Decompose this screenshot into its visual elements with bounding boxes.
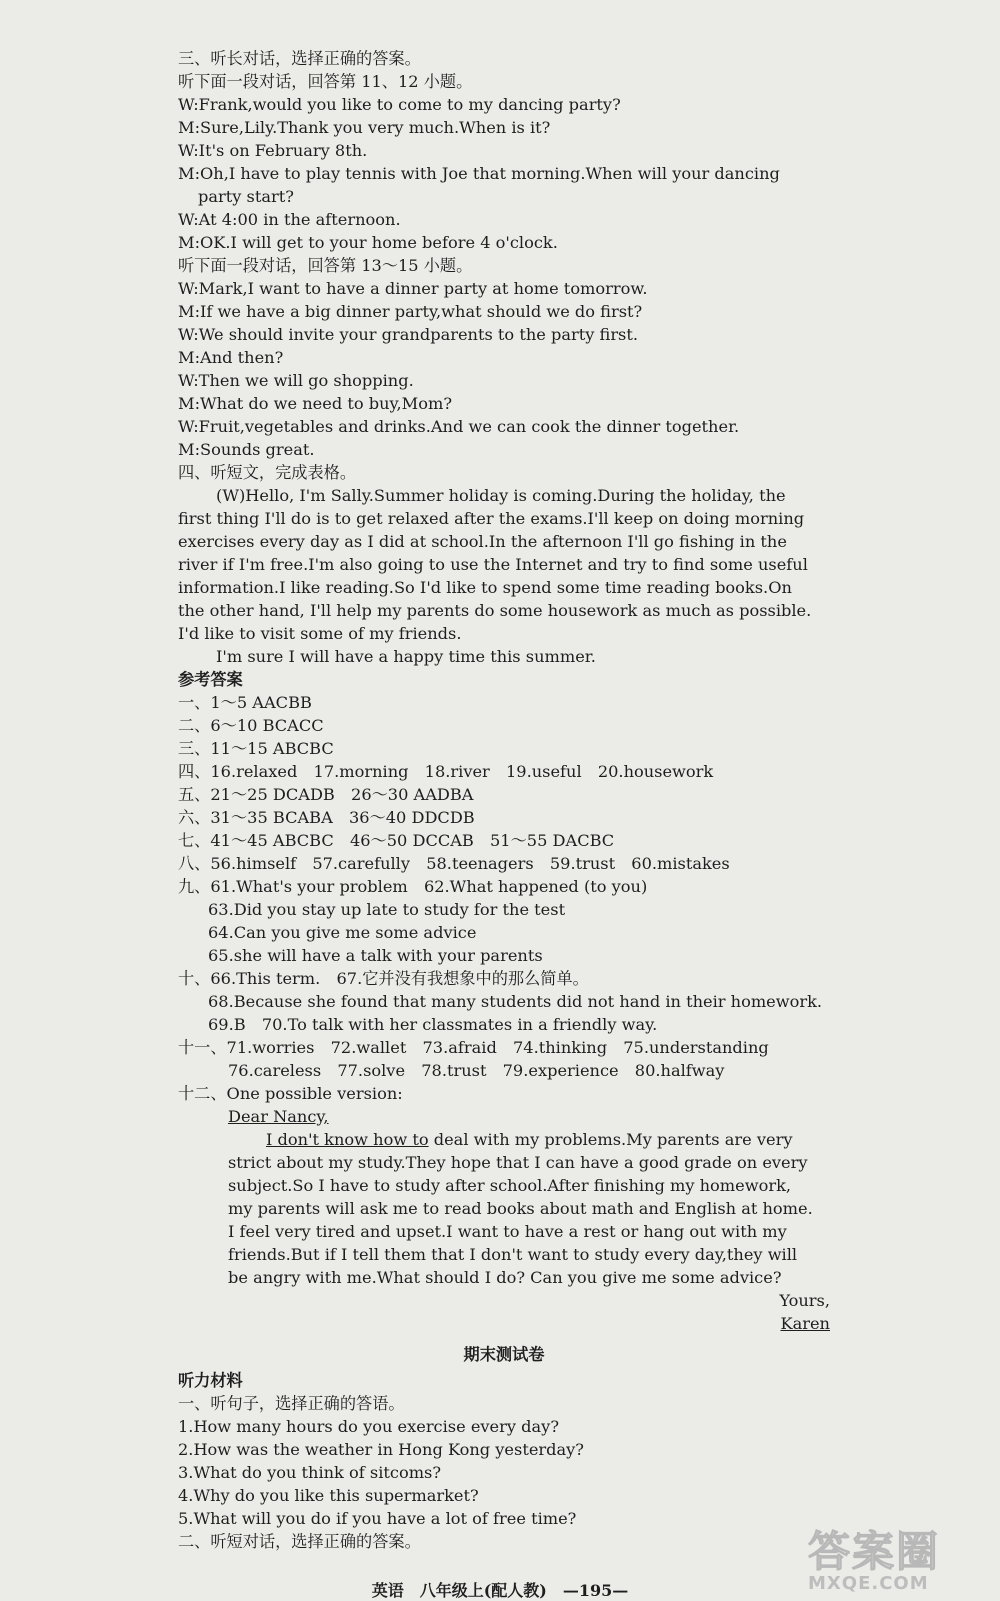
dialogue-line: M:Sure,Lily.Thank you very much.When is it? (178, 118, 551, 137)
exam-section: 听力材料 (178, 1371, 243, 1390)
exam-question: 5.What will you do if you have a lot of free time? (178, 1509, 577, 1528)
passage-line: I'm sure I will have a happy time this summer. (216, 647, 596, 666)
letter-closing: Yours, (779, 1291, 830, 1310)
answer-line: 三、11～15 ABCBC (178, 739, 334, 758)
letter-line: strict about my study.They hope that I can have a good grade on every (228, 1153, 808, 1172)
letter-greeting: Dear Nancy, (228, 1107, 329, 1126)
exam-question: 2.How was the weather in Hong Kong yesterday? (178, 1440, 584, 1459)
dialogue-line: party start? (198, 187, 294, 206)
section-heading: 三、听长对话，选择正确的答案。 (178, 49, 421, 68)
letter-first-line (266, 1129, 830, 1152)
answer-line: 65.she will have a talk with your parents (208, 946, 543, 965)
letter-underlined-phrase: I don't know how to (266, 1130, 429, 1149)
answers-title: 参考答案 (178, 670, 243, 689)
dialogue-line: M:Sounds great. (178, 440, 315, 459)
answer-line: 五、21～25 DCADB 26～30 AADBA (178, 785, 474, 804)
passage-line: exercises every day as I did at school.In the afternoon I'll go fishing in the (178, 532, 787, 551)
letter-line: I feel very tired and upset.I want to have a rest or hang out with my (228, 1222, 787, 1241)
dialogue-line: W:It's on February 8th. (178, 141, 368, 160)
answer-line: 二、6～10 BCACC (178, 716, 324, 735)
answer-line: 八、56.himself 57.carefully 58.teenagers 59.trust 60.mistakes (178, 854, 730, 873)
dialogue-line: W:Mark,I want to have a dinner party at home tomorrow. (178, 279, 648, 298)
watermark-top: 答案圈 (808, 1527, 941, 1576)
letter-line: be angry with me.What should I do? Can you give me some advice? (228, 1268, 782, 1287)
answer-line: 68.Because she found that many students did not hand in their homework. (208, 992, 823, 1011)
exam-question: 1.How many hours do you exercise every day? (178, 1417, 559, 1436)
dialogue-line: M:Oh,I have to play tennis with Joe that morning.When will your dancing (178, 164, 780, 183)
passage-line: (W)Hello, I'm Sally.Summer holiday is coming.During the holiday, the (216, 486, 786, 505)
answer-line: 76.careless 77.solve 78.trust 79.experience 80.halfway (228, 1061, 725, 1080)
dialogue-line: W:At 4:00 in the afternoon. (178, 210, 401, 229)
dialogue-line: M:OK.I will get to your home before 4 o'clock. (178, 233, 558, 252)
answer-line: 六、31～35 BCABA 36～40 DDCDB (178, 808, 475, 827)
section-heading: 四、听短文，完成表格。 (178, 463, 357, 482)
answer-line: 64.Can you give me some advice (208, 923, 477, 942)
exam-part-heading: 二、听短对话，选择正确的答案。 (178, 1532, 421, 1551)
exam-question: 3.What do you think of sitcoms? (178, 1463, 442, 1482)
signature-text: Karen (780, 1314, 830, 1333)
exam-part-heading: 一、听句子，选择正确的答语。 (178, 1394, 405, 1413)
answer-line: 69.B 70.To talk with her classmates in a friendly way. (208, 1015, 658, 1034)
answer-line: 九、61.What's your problem 62.What happened (to you) (178, 877, 648, 896)
instruction: 听下面一段对话，回答第 11、12 小题。 (178, 72, 473, 91)
page-footer: 英语 八年级上(配人教) —195— (371, 1581, 629, 1600)
exam-title: 期末测试卷 (463, 1345, 545, 1364)
dialogue-line: M:What do we need to buy,Mom? (178, 394, 452, 413)
letter-line: subject.So I have to study after school.After finishing my homework, (228, 1176, 792, 1195)
answer-line: 十、66.This term. 67.它并没有我想象中的那么简单。 (178, 969, 589, 988)
answer-line: 四、16.relaxed 17.morning 18.river 19.useful 20.housework (178, 762, 714, 781)
dialogue-line: M:If we have a big dinner party,what should we do first? (178, 302, 643, 321)
watermark-logo (808, 1527, 978, 1596)
dialogue-line: W:Frank,would you like to come to my dancing party? (178, 95, 621, 114)
passage-line: information.I like reading.So I'd like to spend some time reading books.On (178, 578, 792, 597)
passage-line: river if I'm free.I'm also going to use the Internet and try to find some useful (178, 555, 808, 574)
letter-line: my parents will ask me to read books about math and English at home. (228, 1199, 813, 1218)
passage-line: I'd like to visit some of my friends. (178, 624, 462, 643)
answer-line: 一、1～5 AACBB (178, 693, 312, 712)
dialogue-line: W:Fruit,vegetables and drinks.And we can cook the dinner together. (178, 417, 740, 436)
answer-line: 七、41～45 ABCBC 46～50 DCCAB 51～55 DACBC (178, 831, 615, 850)
dialogue-line: M:And then? (178, 348, 284, 367)
dialogue-line: W:We should invite your grandparents to the party first. (178, 325, 639, 344)
letter-line: friends.But if I tell them that I don't want to study every day,they will (228, 1245, 798, 1264)
letter-signature (178, 1313, 830, 1336)
watermark-bottom: MXQE.COM (808, 1573, 929, 1594)
answer-line: 63.Did you stay up late to study for the test (208, 900, 566, 919)
answer-line: 十一、71.worries 72.wallet 73.afraid 74.thinking 75.understanding (178, 1038, 769, 1057)
answer-line: 十二、One possible version: (178, 1084, 403, 1103)
passage-line: first thing I'll do is to get relaxed after the exams.I'll keep on doing morning (178, 509, 805, 528)
passage-line: the other hand, I'll help my parents do some housework as much as possible. (178, 601, 812, 620)
dialogue-line: W:Then we will go shopping. (178, 371, 414, 390)
letter-first-rest: deal with my problems.My parents are very (428, 1130, 793, 1149)
exam-question: 4.Why do you like this supermarket? (178, 1486, 479, 1505)
instruction: 听下面一段对话，回答第 13～15 小题。 (178, 256, 473, 275)
